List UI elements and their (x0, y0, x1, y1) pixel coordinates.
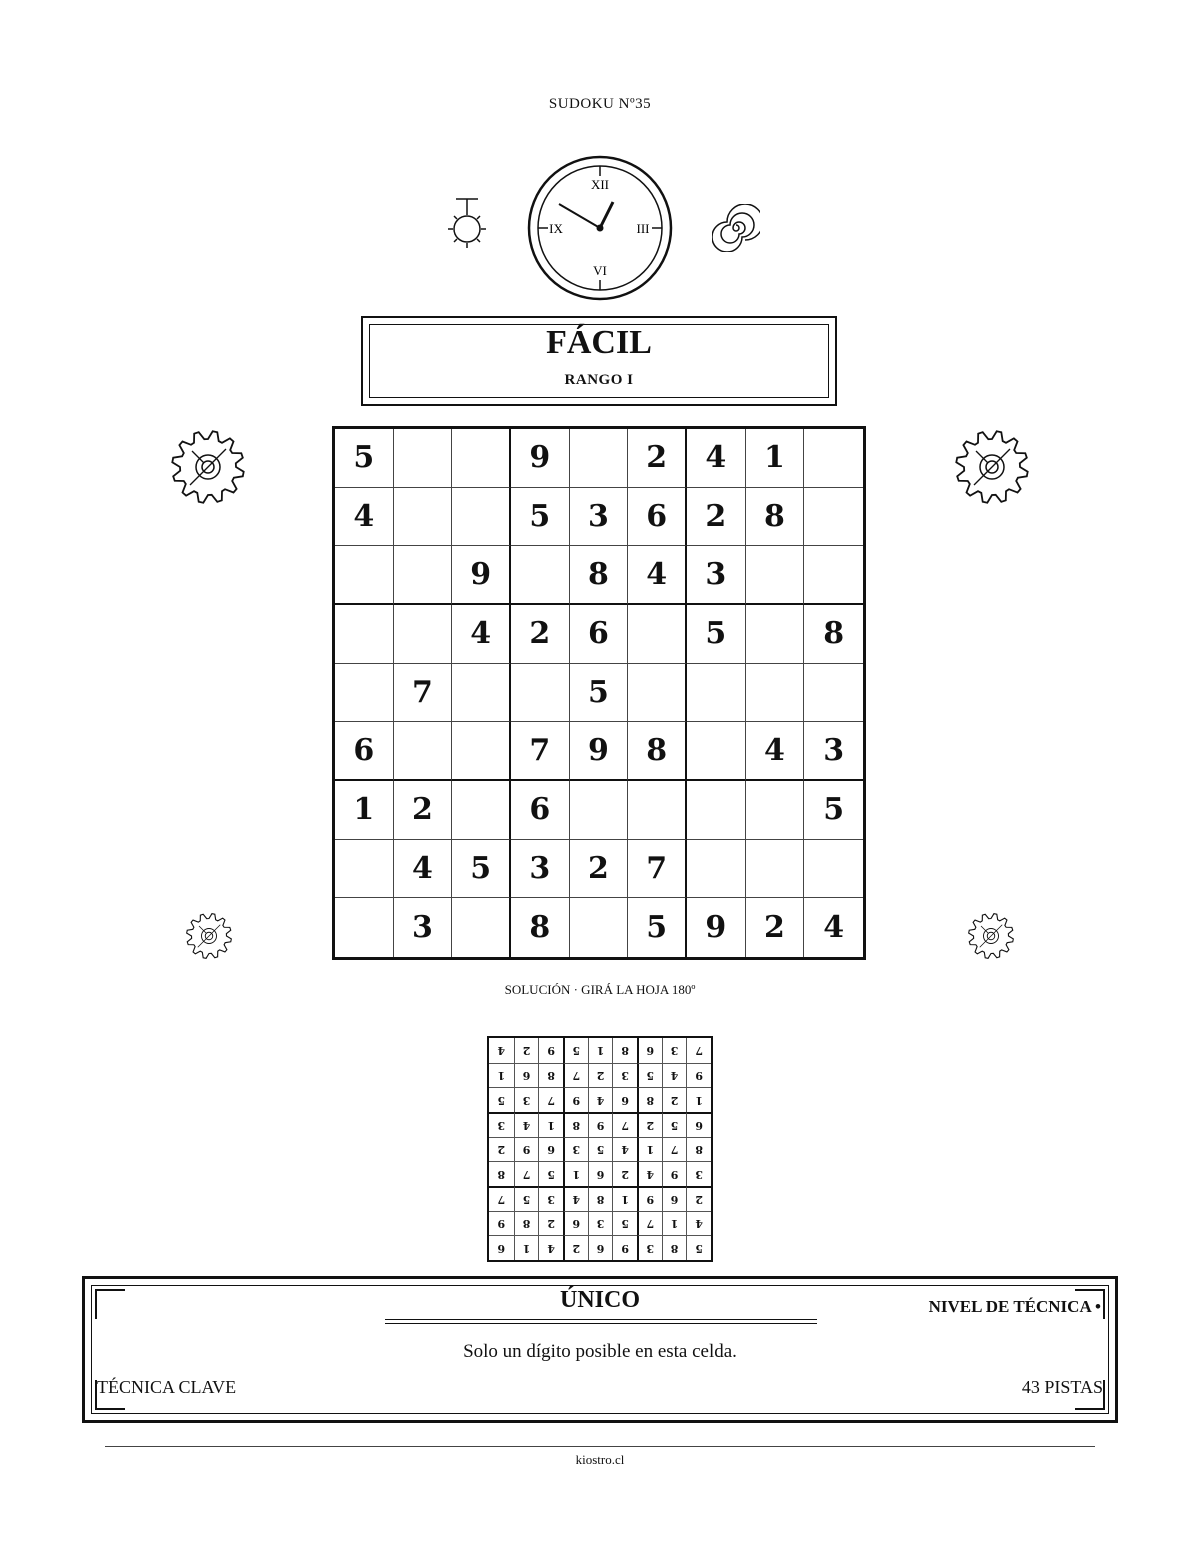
clues-count: 43 PISTAS (1021, 1377, 1103, 1397)
solution-cell: 1 (588, 1038, 613, 1063)
clock-illustration (527, 155, 673, 301)
sudoku-cell: 9 (570, 722, 629, 781)
sudoku-cell: 6 (570, 605, 629, 664)
sudoku-cell: 9 (511, 429, 570, 488)
solution-cell: 6 (538, 1137, 563, 1162)
sudoku-cell (335, 898, 394, 957)
solution-cell: 6 (612, 1087, 637, 1112)
sudoku-cell: 4 (823, 910, 845, 946)
sudoku-cell: 5 (452, 840, 511, 899)
sudoku-cell: 6 (511, 781, 570, 840)
sudoku-cell: 7 (394, 664, 453, 723)
solution-cell: 6 (514, 1063, 539, 1088)
solution-cell: 4 (637, 1161, 662, 1186)
solution-cell: 8 (588, 1186, 613, 1211)
gear-icon (184, 911, 234, 961)
sudoku-cell (746, 605, 805, 664)
sudoku-cell: 8 (570, 546, 629, 605)
solution-cell: 3 (538, 1186, 563, 1211)
sudoku-cell (452, 781, 511, 840)
solution-cell: 2 (514, 1038, 539, 1063)
solution-cell: 6 (588, 1235, 613, 1260)
sudoku-cell: 3 (394, 898, 453, 957)
sun-icon (444, 196, 490, 250)
solution-cell: 7 (637, 1211, 662, 1236)
sudoku-cell (452, 664, 511, 723)
sudoku-cell: 1 (746, 429, 805, 488)
technique-title: ÚNICO (559, 1287, 640, 1313)
sudoku-cell (628, 664, 687, 723)
sudoku-cell: 4 (335, 488, 394, 547)
solution-cell: 4 (612, 1137, 637, 1162)
technique-description: Solo un dígito posible en esta celda. (463, 1341, 737, 1362)
sudoku-cell: 2 (687, 488, 746, 547)
sudoku-cell: 3 (804, 722, 863, 781)
sudoku-cell: 2 (394, 781, 453, 840)
sudoku-cell (804, 664, 863, 723)
sudoku-cell (394, 605, 453, 664)
sudoku-cell: 5 (804, 781, 863, 840)
solution-cell: 3 (514, 1087, 539, 1112)
solution-cell: 9 (563, 1087, 588, 1112)
sudoku-cell (804, 840, 863, 899)
spiral-icon (712, 204, 760, 252)
solution-cell: 5 (514, 1186, 539, 1211)
solution-cell: 6 (489, 1235, 514, 1260)
solution-cell: 3 (588, 1211, 613, 1236)
technique-level-label: NIVEL DE TÉCNICA (928, 1297, 1091, 1316)
solution-cell: 2 (489, 1137, 514, 1162)
solution-cell: 2 (637, 1112, 662, 1137)
sudoku-cell (804, 429, 863, 488)
solution-cell: 5 (588, 1137, 613, 1162)
sudoku-cell (394, 488, 453, 547)
solution-cell: 9 (612, 1235, 637, 1260)
solution-caption: SOLUCIÓN · GIRÁ LA HOJA 180º (504, 982, 696, 997)
solution-cell: 2 (612, 1161, 637, 1186)
sudoku-cell (687, 664, 746, 723)
technique-panel (82, 1276, 1118, 1423)
sudoku-cell (687, 722, 746, 781)
sudoku-cell: 4 (628, 546, 687, 605)
sudoku-cell: 8 (511, 898, 570, 957)
sudoku-cell (570, 429, 629, 488)
sudoku-cell (687, 781, 746, 840)
sudoku-cell (394, 546, 453, 605)
sudoku-cell (628, 781, 687, 840)
solution-cell: 3 (662, 1038, 687, 1063)
difficulty-panel (361, 316, 837, 406)
sudoku-cell (335, 605, 394, 664)
rank-label: RANGO I (564, 372, 634, 388)
solution-cell: 9 (637, 1186, 662, 1211)
sudoku-cell (746, 840, 805, 899)
solution-cell: 4 (538, 1235, 563, 1260)
sudoku-cell: 9 (687, 898, 746, 957)
sudoku-cell: 7 (628, 840, 687, 899)
solution-cell: 6 (662, 1186, 687, 1211)
sudoku-cell: 5 (687, 605, 746, 664)
sudoku-cell: 6 (628, 488, 687, 547)
sudoku-cell: 8 (746, 488, 805, 547)
solution-cell: 7 (612, 1112, 637, 1137)
solution-cell: 8 (538, 1063, 563, 1088)
clock-numeral-12: XII (590, 177, 610, 192)
solution-cell: 3 (489, 1112, 514, 1137)
solution-cell: 8 (489, 1161, 514, 1186)
footer-divider (105, 1446, 1095, 1447)
solution-cell: 9 (686, 1063, 711, 1088)
solution-cell: 5 (662, 1112, 687, 1137)
solution-cell: 3 (686, 1161, 711, 1186)
solution-cell: 9 (514, 1137, 539, 1162)
solution-cell: 1 (662, 1211, 687, 1236)
page-title: SUDOKU Nº35 (548, 96, 652, 112)
solution-cell: 7 (538, 1087, 563, 1112)
sudoku-cell: 5 (570, 664, 629, 723)
solution-cell: 7 (489, 1186, 514, 1211)
solution-cell: 9 (489, 1211, 514, 1236)
sudoku-cell (335, 664, 394, 723)
solution-cell: 1 (538, 1112, 563, 1137)
solution-cell: 2 (538, 1211, 563, 1236)
clock-numeral-6: VI (593, 263, 607, 278)
sudoku-grid (332, 426, 866, 960)
sudoku-cell: 4 (746, 722, 805, 781)
solution-cell: 7 (514, 1161, 539, 1186)
solution-cell: 2 (686, 1186, 711, 1211)
clock-numeral-9: IX (549, 221, 563, 236)
solution-cell: 8 (662, 1235, 687, 1260)
sudoku-cell: 2 (511, 605, 570, 664)
solution-cell: 1 (686, 1087, 711, 1112)
sudoku-cell: 4 (394, 840, 453, 899)
sudoku-cell: 9 (452, 546, 511, 605)
technique-level-marker: • (1095, 1297, 1101, 1316)
solution-cell: 8 (637, 1087, 662, 1112)
sudoku-cell: 6 (335, 722, 394, 781)
solution-cell: 2 (563, 1235, 588, 1260)
sudoku-cell (335, 546, 394, 605)
sudoku-cell: 4 (687, 429, 746, 488)
solution-cell: 7 (563, 1063, 588, 1088)
solution-cell: 7 (662, 1137, 687, 1162)
sudoku-cell (628, 605, 687, 664)
technique-key-label: TÉCNICA CLAVE (97, 1377, 237, 1397)
sudoku-cell (394, 429, 453, 488)
sudoku-cell: 2 (628, 429, 687, 488)
solution-cell: 1 (637, 1137, 662, 1162)
solution-cell: 2 (662, 1087, 687, 1112)
solution-cell: 1 (563, 1161, 588, 1186)
solution-cell: 2 (588, 1063, 613, 1088)
solution-cell: 4 (563, 1186, 588, 1211)
solution-cell: 3 (612, 1063, 637, 1088)
sudoku-cell (452, 429, 511, 488)
sudoku-cell (511, 546, 570, 605)
sudoku-cell (452, 722, 511, 781)
solution-cell: 6 (637, 1038, 662, 1063)
sudoku-cell (687, 840, 746, 899)
solution-cell: 8 (686, 1137, 711, 1162)
solution-cell: 4 (497, 1043, 506, 1057)
sudoku-cell: 5 (511, 488, 570, 547)
solution-cell: 1 (612, 1186, 637, 1211)
solution-cell: 9 (588, 1112, 613, 1137)
sudoku-cell (804, 546, 863, 605)
solution-cell: 1 (514, 1235, 539, 1260)
gear-icon (168, 427, 248, 507)
solution-cell: 5 (563, 1038, 588, 1063)
sudoku-cell: 2 (570, 840, 629, 899)
sudoku-cell: 3 (687, 546, 746, 605)
solution-cell: 8 (514, 1211, 539, 1236)
solution-cell: 6 (588, 1161, 613, 1186)
sudoku-cell: 8 (628, 722, 687, 781)
solution-cell: 5 (686, 1235, 711, 1260)
solution-cell: 5 (489, 1087, 514, 1112)
sudoku-cell (452, 898, 511, 957)
solution-cell: 4 (588, 1087, 613, 1112)
sudoku-cell: 3 (511, 840, 570, 899)
sudoku-cell: 8 (804, 605, 863, 664)
sudoku-cell: 4 (452, 605, 511, 664)
solution-cell: 5 (538, 1161, 563, 1186)
footer-site: kiostro.cl (575, 1452, 625, 1467)
sudoku-cell (452, 488, 511, 547)
sudoku-cell (570, 898, 629, 957)
gear-icon (952, 427, 1032, 507)
sudoku-cell (746, 781, 805, 840)
solution-cell: 3 (563, 1137, 588, 1162)
sudoku-cell (335, 840, 394, 899)
sudoku-cell: 5 (628, 898, 687, 957)
gear-icon (966, 911, 1016, 961)
sudoku-cell: 2 (746, 898, 805, 957)
solution-cell: 4 (514, 1112, 539, 1137)
sudoku-cell: 1 (335, 781, 394, 840)
solution-cell: 8 (612, 1038, 637, 1063)
solution-cell: 3 (637, 1235, 662, 1260)
sudoku-cell (511, 664, 570, 723)
solution-cell: 1 (489, 1063, 514, 1088)
solution-cell: 7 (686, 1038, 711, 1063)
solution-grid (487, 1036, 713, 1262)
sudoku-cell (746, 664, 805, 723)
sudoku-cell: 7 (511, 722, 570, 781)
solution-cell: 6 (686, 1112, 711, 1137)
solution-cell: 9 (538, 1038, 563, 1063)
sudoku-cell (394, 722, 453, 781)
sudoku-cell (804, 488, 863, 547)
solution-cell: 5 (637, 1063, 662, 1088)
sudoku-cell (746, 546, 805, 605)
solution-cell: 9 (662, 1161, 687, 1186)
solution-cell: 4 (662, 1063, 687, 1088)
solution-cell: 6 (563, 1211, 588, 1236)
solution-cell: 4 (686, 1211, 711, 1236)
sudoku-cell: 5 (335, 429, 394, 488)
sudoku-cell (570, 781, 629, 840)
difficulty-label: FÁCIL (546, 324, 652, 361)
solution-cell: 8 (563, 1112, 588, 1137)
sudoku-cell: 3 (570, 488, 629, 547)
solution-cell: 5 (612, 1211, 637, 1236)
technique-level (929, 1297, 1101, 1317)
clock-numeral-3: III (636, 221, 650, 236)
